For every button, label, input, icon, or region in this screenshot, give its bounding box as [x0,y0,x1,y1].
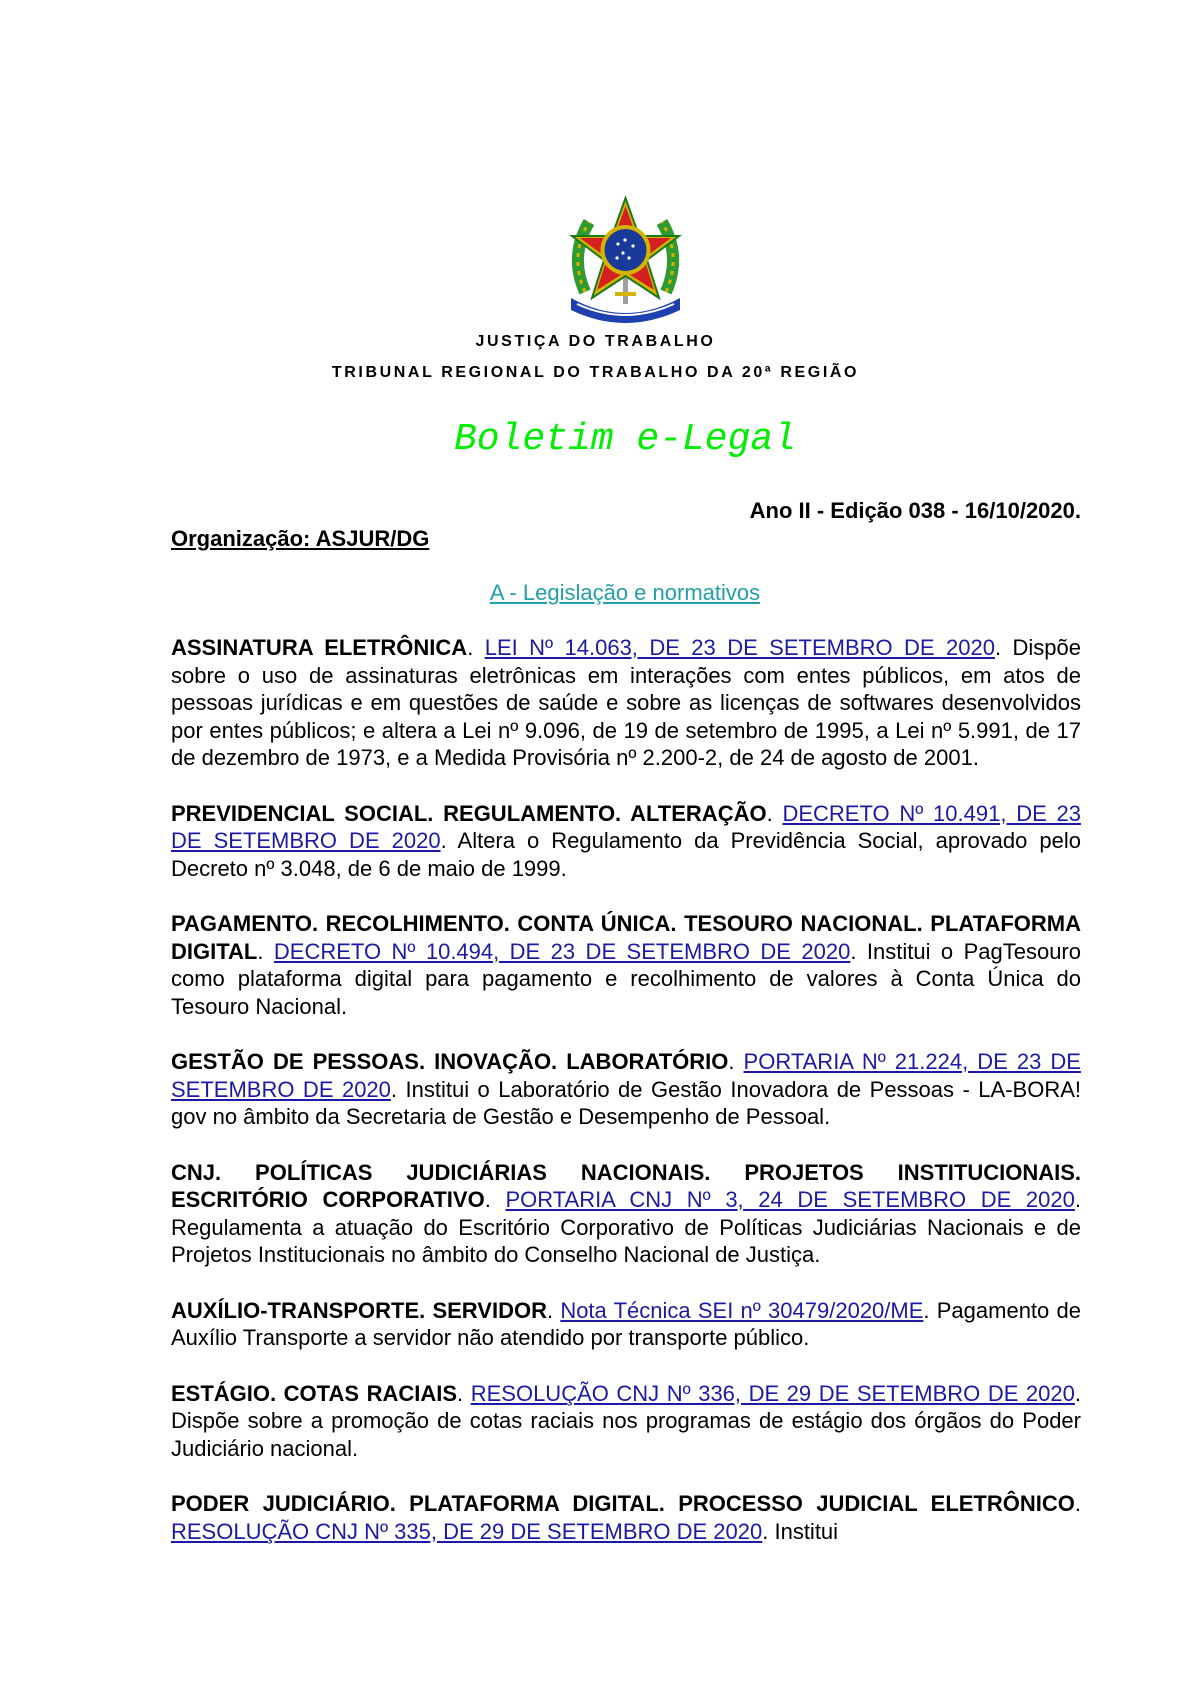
entry-link[interactable]: PORTARIA CNJ Nº 3, 24 DE SETEMBRO DE 2020 [505,1187,1075,1212]
entry-link[interactable]: PORTARIA Nº 21.224, DE 23 DE SETEMBRO DE 2020 [171,1049,1081,1102]
entry-text: Institui [774,1518,839,1544]
entry-text: Regulamenta a atuação do Escritório Corporativo de Políticas Judiciárias Nacionais e de Projetos Institucionais no âmbito do Conselho Nacional de Justiça. [171,1214,1081,1267]
entry-heading: GESTÃO DE PESSOAS. INOVAÇÃO. LABORATÓRIO [171,1049,729,1074]
institution-name: JUSTIÇA DO TRABALHO [475,333,716,350]
bulletin-title: Boletim e-Legal [453,418,797,461]
list-item: AUXÍLIO-TRANSPORTE. SERVIDOR. Nota Técnica SEI nº 30479/2020/ME. Pagamento de Auxílio Transporte a servidor não atendido por transporte público. [171,1297,1081,1350]
edition-info: Ano II - Edição 038 - 16/10/2020. [749,498,1081,523]
entry-heading: ESTÁGIO. COTAS RACIAIS [171,1380,458,1406]
list-item: GESTÃO DE PESSOAS. INOVAÇÃO. LABORATÓRIO. PORTARIA Nº 21.224, DE 23 DE SETEMBRO DE 2020. Institui o Laboratório de Gestão Inovadora de Pessoas - LA-BORA! gov no âmbito da Secretaria de Gestão e Desempenho de Pessoal. [171,1049,1081,1129]
entry-text: Institui o PagTesouro como plataforma digital para pagamento e recolhimento de valores à Conta Única do Tesouro Nacional. [171,938,1081,1019]
entries-list [171,634,1081,1573]
entry-text: Pagamento de Auxílio Transporte a servidor não atendido por transporte público. [171,1297,1081,1350]
list-item: PREVIDENCIAL SOCIAL. REGULAMENTO. ALTERAÇÃO. DECRETO Nº 10.491, DE 23 DE SETEMBRO DE 2020. Altera o Regulamento da Previdência Social, aprovado pelo Decreto nº 3.048, de 6 de maio de 1999. [171,800,1081,881]
list-item: ASSINATURA ELETRÔNICA. LEI Nº 14.063, DE 23 DE SETEMBRO DE 2020. Dispõe sobre o uso de assinaturas eletrônicas em interações com entes públicos, em atos de pessoas jurídicas e em questões de saúde e sobre as licenças de softwares desenvolvidos por entes públicos; e altera a Lei nº 9.096, de 19 de setembro de 1995, a Lei nº 5.991, de 17 de dezembro de 1973, e a Medida Provisória nº 2.200-2, de 24 de agosto de 2001. [171,635,1081,770]
entry-heading: CNJ. POLÍTICAS JUDICIÁRIAS NACIONAIS. PROJETOS INSTITUCIONAIS. ESCRITÓRIO CORPORATIVO [171,1159,1081,1212]
entry-text: Dispõe sobre a promoção de cotas raciais nos programas de estágio dos órgãos do Poder Judiciário nacional. [171,1408,1081,1461]
entry-link[interactable]: DECRETO Nº 10.491, DE 23 DE SETEMBRO DE 2020 [171,800,1081,853]
entry-text: Dispõe sobre o uso de assinaturas eletrônicas em interações com entes públicos, em atos de pessoas jurídicas e em questões de saúde e sobre as licenças de softwares desenvolvidos por entes públicos; e altera a Lei nº 9.096, de 19 de setembro de 1995, a Lei nº 5.991, de 17 de dezembro de 1973, e a Medida Provisória nº 2.200-2, de 24 de agosto de 2001. [171,635,1081,770]
list-item: PODER JUDICIÁRIO. PLATAFORMA DIGITAL. PROCESSO JUDICIAL ELETRÔNICO. RESOLUÇÃO CNJ Nº 335, DE 29 DE SETEMBRO DE 2020. Institui [171,1491,1081,1544]
entry-link[interactable]: RESOLUÇÃO CNJ Nº 335, DE 29 DE SETEMBRO DE 2020 [171,1518,763,1544]
entry-heading: PAGAMENTO. RECOLHIMENTO. CONTA ÚNICA. TESOURO NACIONAL. PLATAFORMA DIGITAL [171,911,1081,964]
section-link-legislacao[interactable]: A - Legislação e normativos [489,580,761,605]
entry-heading: PODER JUDICIÁRIO. PLATAFORMA DIGITAL. PROCESSO JUDICIAL ELETRÔNICO [171,1491,1075,1516]
tribunal-name: TRIBUNAL REGIONAL DO TRABALHO DA 20ª REGIÃO [331,364,860,381]
entry-text: Altera o Regulamento da Previdência Social, aprovado pelo Decreto nº 3.048, de 6 de maio de 1999. [171,828,1081,881]
organization-label: Organização: ASJUR/DG [171,526,430,551]
entry-text: Institui o Laboratório de Gestão Inovadora de Pessoas - LA-BORA! gov no âmbito da Secretaria de Gestão e Desempenho de Pessoal. [171,1076,1081,1129]
list-item: CNJ. POLÍTICAS JUDICIÁRIAS NACIONAIS. PROJETOS INSTITUCIONAIS. ESCRITÓRIO CORPORATIVO. PORTARIA CNJ Nº 3, 24 DE SETEMBRO DE 2020. Regulamenta a atuação do Escritório Corporativo de Políticas Judiciárias Nacionais e de Projetos Institucionais no âmbito do Conselho Nacional de Justiça. [171,1159,1081,1267]
entry-link[interactable]: DECRETO Nº 10.494, DE 23 DE SETEMBRO DE 2020 [273,938,851,964]
entry-link[interactable]: Nota Técnica SEI nº 30479/2020/ME [560,1297,924,1323]
list-item: ESTÁGIO. COTAS RACIAIS. RESOLUÇÃO CNJ Nº 336, DE 29 DE SETEMBRO DE 2020. Dispõe sobre a promoção de cotas raciais nos programas de estágio dos órgãos do Poder Judiciário nacional. [171,1380,1081,1461]
entry-heading: PREVIDENCIAL SOCIAL. REGULAMENTO. ALTERAÇÃO [171,800,767,826]
entry-link[interactable]: LEI Nº 14.063, DE 23 DE SETEMBRO DE 2020 [484,635,995,660]
list-item: PAGAMENTO. RECOLHIMENTO. CONTA ÚNICA. TESOURO NACIONAL. PLATAFORMA DIGITAL. DECRETO Nº 10.494, DE 23 DE SETEMBRO DE 2020. Institui o PagTesouro como plataforma digital para pagamento e recolhimento de valores à Conta Única do Tesouro Nacional. [171,911,1081,1019]
brazil-coat-of-arms-icon [563,196,688,323]
entry-heading: AUXÍLIO-TRANSPORTE. SERVIDOR [171,1297,547,1323]
entry-link[interactable]: RESOLUÇÃO CNJ Nº 336, DE 29 DE SETEMBRO DE 2020 [470,1380,1075,1406]
entry-heading: ASSINATURA ELETRÔNICA [171,635,468,660]
